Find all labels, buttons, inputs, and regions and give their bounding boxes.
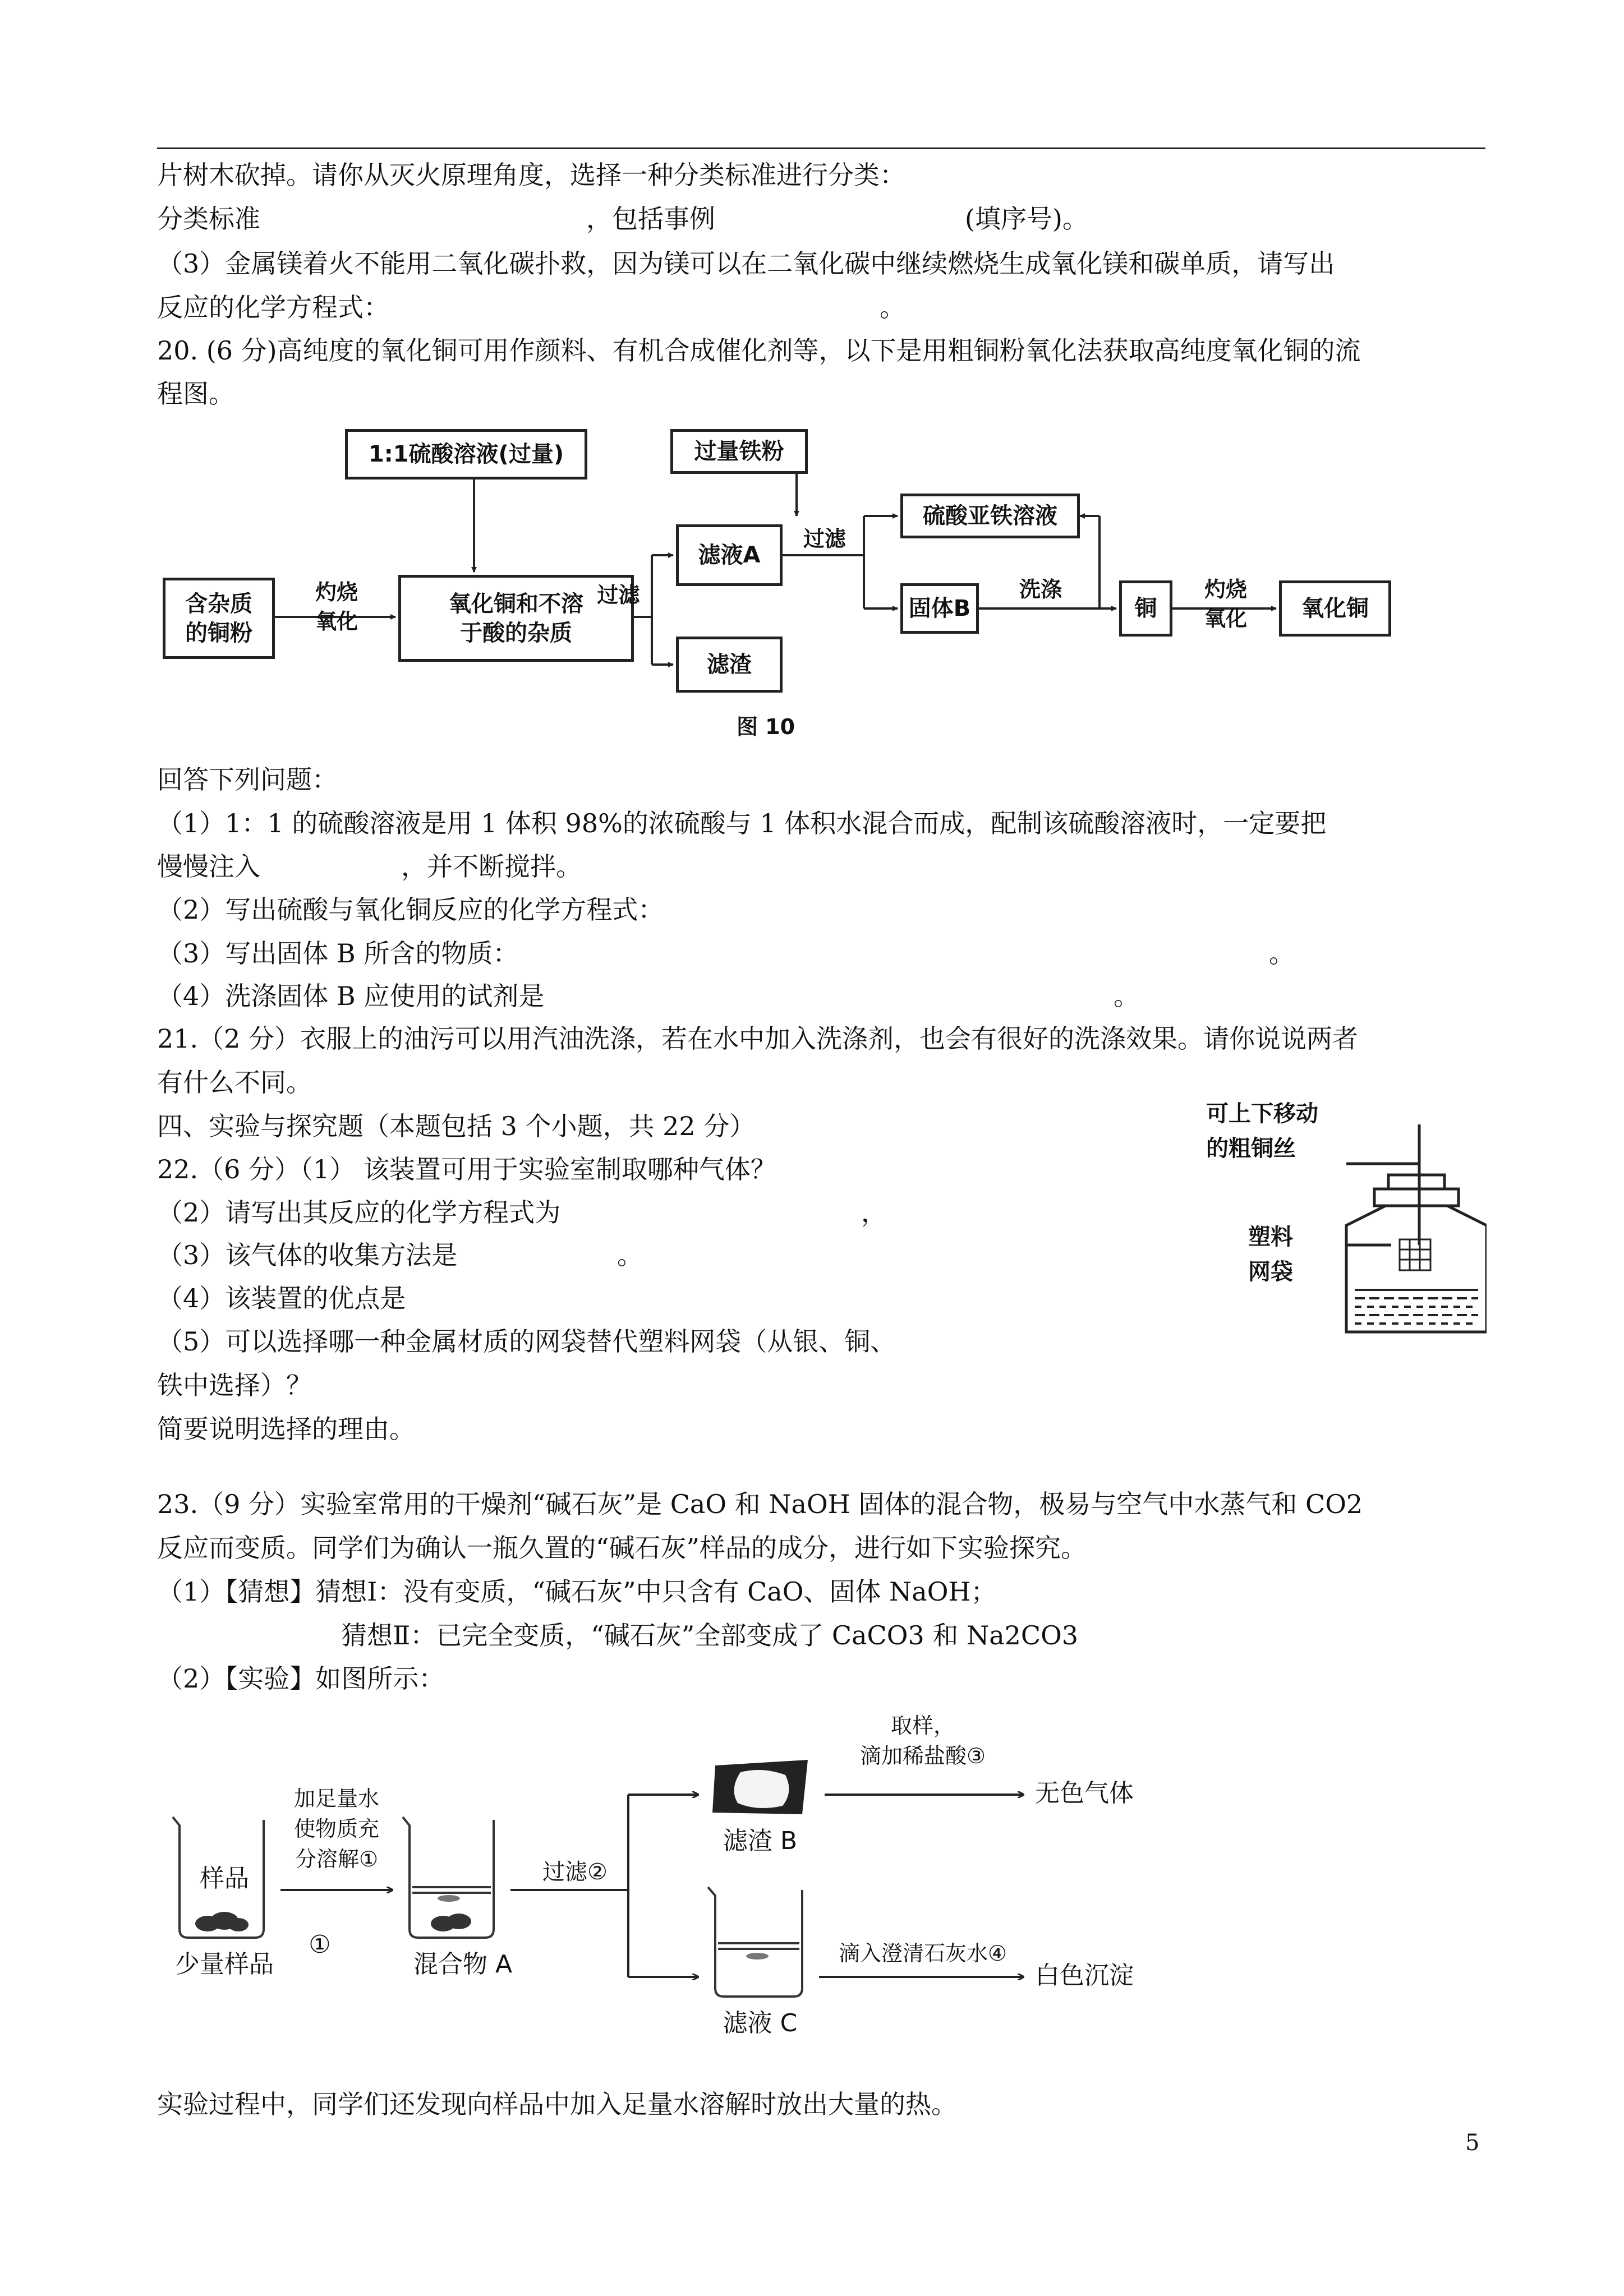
label-add-water: 加足量水 使物质充 分溶解①: [293, 1786, 379, 1871]
text-line: 回答下列问题：: [157, 764, 338, 795]
box-copper-oxide: 氧化铜: [1279, 580, 1391, 637]
text-line: 慢慢注入: [157, 851, 260, 882]
label-wash: 洗涤: [1019, 577, 1062, 602]
box-copper-oxide-mixture: 氧化铜和不溶 于酸的杂质: [398, 575, 634, 662]
label-filter: 过滤: [803, 527, 846, 551]
text-line: 21.（2 分）衣服上的油污可以用汽油洗涤，若在水中加入洗涤剂，也会有很好的洗涤效果。请你说说两者: [157, 1023, 1359, 1054]
page-number: 5: [1465, 2130, 1480, 2156]
text-line: （4）洗涤固体 B 应使用的试剂是: [157, 981, 545, 1011]
figure-caption: 图 10: [736, 714, 795, 739]
text-line: 22.（6 分）（1） 该装置可用于实验室制取哪种气体？: [157, 1154, 776, 1184]
text-line: (填序号)。: [965, 204, 1088, 234]
label-filtrate-c: 滤液 C: [723, 2009, 798, 2037]
text-line: （4）该装置的优点是: [157, 1283, 406, 1313]
text-line: （3）金属镁着火不能用二氧化碳扑救，因为镁可以在二氧化碳中继续燃烧生成氧化镁和碳单质，请写出: [157, 248, 1335, 279]
text-line: （2）【实验】如图所示：: [157, 1663, 445, 1694]
box-residue: 滤渣: [676, 637, 783, 693]
label-plastic-bag: 塑料 网袋: [1248, 1224, 1293, 1285]
label-residue-b: 滤渣 B: [723, 1827, 798, 1855]
label-copper-wire: 可上下移动 的粗铜丝: [1206, 1101, 1318, 1161]
text-line: （1）【猜想】猜想Ⅰ：没有变质，“碱石灰”中只含有 CaO、固体 NaOH；: [157, 1576, 997, 1607]
text-line: 。: [1269, 938, 1295, 969]
text-line: 实验过程中，同学们还发现向样品中加入足量水溶解时放出大量的热。: [157, 2089, 957, 2119]
label-sample-inside: 样品: [200, 1864, 249, 1893]
text-line: ，包括事例: [586, 204, 715, 234]
label-add-limewater: 滴入澄清石灰水④: [838, 1941, 1007, 1966]
text-line: 四、实验与探究题（本题包括 3 个小题，共 22 分）: [157, 1111, 756, 1141]
text-line: （5）可以选择哪一种金属材质的网袋替代塑料网袋（从银、铜、: [157, 1326, 896, 1357]
text-line: 有什么不同。: [157, 1067, 312, 1098]
text-line: ，并不断搅拌。: [401, 851, 582, 882]
text-line: （3）写出固体 B 所含的物质：: [157, 938, 519, 969]
text-line: ，: [861, 1197, 887, 1228]
label-small-sample: 少量样品: [175, 1950, 274, 1979]
text-line: 20. (6 分)高纯度的氧化铜可用作颜料、有机合成催化剂等，以下是用粗铜粉氧化法获取高纯度氧化铜的流: [157, 335, 1361, 366]
text-line: 。: [1114, 981, 1139, 1011]
label-burn-oxidize: 灼烧 氧化: [1204, 577, 1247, 631]
text-line: 23.（9 分）实验室常用的干燥剂“碱石灰”是 CaO 和 NaOH 固体的混合物，极易与空气中水蒸气和 CO2: [157, 1489, 1363, 1519]
label-filter: 过滤: [597, 583, 640, 607]
text-line: （2）写出硫酸与氧化铜反应的化学方程式：: [157, 895, 664, 925]
box-filtrate-a: 滤液A: [676, 524, 783, 586]
text-line: （3）该气体的收集方法是: [157, 1240, 458, 1270]
text-line: 简要说明选择的理由。: [157, 1414, 415, 1444]
label-burn-oxidize: 灼烧 氧化: [315, 580, 358, 634]
label-step-1: ①: [309, 1930, 331, 1959]
text-line: 反应的化学方程式：: [157, 292, 389, 322]
text-line: 猜想Ⅱ：已完全变质，“碱石灰”全部变成了 CaCO3 和 Na2CO3: [341, 1620, 1079, 1650]
label-filter: 过滤②: [542, 1859, 608, 1885]
text-line: 片树木砍掉。请你从灭火原理角度，选择一种分类标准进行分类：: [157, 160, 905, 190]
text-line: 铁中选择）？: [157, 1370, 312, 1400]
label-mixture-a: 混合物 A: [413, 1950, 513, 1979]
box-crude-copper: 含杂质 的铜粉: [163, 578, 275, 659]
box-iron-powder: 过量铁粉: [670, 429, 808, 474]
label-add-hcl: 取样， 滴加稀盐酸③: [859, 1713, 986, 1768]
text-line: 。: [617, 1240, 643, 1270]
text-line: （1）1：1 的硫酸溶液是用 1 体积 98%的浓硫酸与 1 体积水混合而成，配制该硫酸溶液时，一定要把: [157, 808, 1327, 838]
text-line: 分类标准: [157, 204, 260, 234]
label-white-precipitate: 白色沉淀: [1035, 1961, 1134, 1990]
box-ferrous-sulfate: 硫酸亚铁溶液: [900, 494, 1080, 538]
text-line: （2）请写出其反应的化学方程式为: [157, 1197, 561, 1228]
text-line: 程图。: [157, 379, 234, 409]
box-copper: 铜: [1119, 580, 1172, 637]
text-line: 。: [880, 292, 905, 322]
box-solid-b: 固体B: [900, 583, 979, 634]
box-sulfuric-acid: 1:1硫酸溶液(过量): [345, 429, 587, 480]
label-colorless-gas: 无色气体: [1035, 1779, 1134, 1808]
text-line: 反应而变质。同学们为确认一瓶久置的“碱石灰”样品的成分，进行如下实验探究。: [157, 1533, 1087, 1563]
